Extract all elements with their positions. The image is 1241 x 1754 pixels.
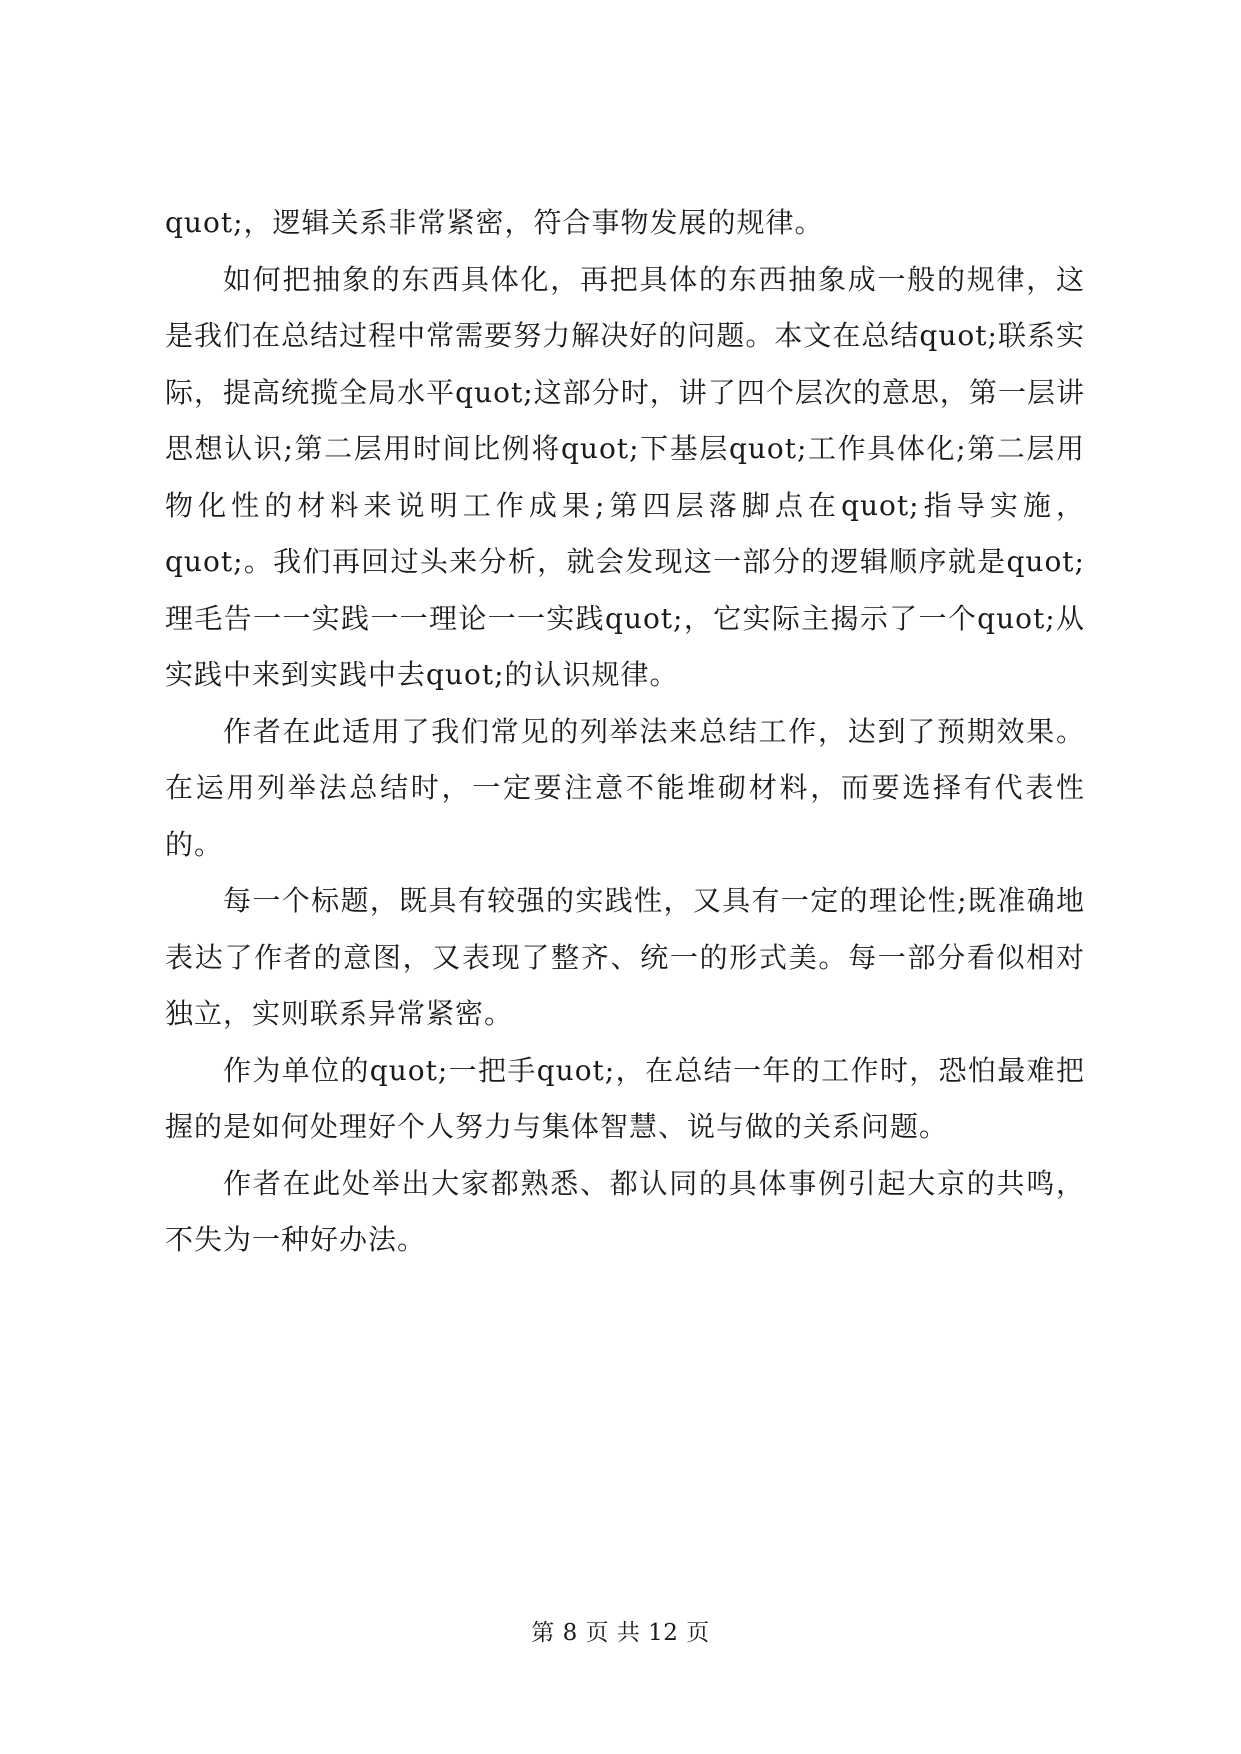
paragraph-examples: 作者在此处举出大家都熟悉、都认同的具体事例引起大京的共鸣，不失为一种好办法。 [165,1166,1085,1256]
document-body [165,195,1085,1269]
paragraph-enumeration: 作者在此适用了我们常见的列举法来总结工作，达到了预期效果。在运用列举法总结时，一定要注意不能堆砌材料，而要选择有代表性的。 [165,714,1085,861]
paragraph-abstraction: 如何把抽象的东西具体化，再把具体的东西抽象成一般的规律，这是我们在总结过程中常需要努力解决好的问题。本文在总结quot;联系实际，提高统揽全局水平quot;这部分时，讲了四个层次的意思，第一层讲思想认识;第二层用时间比例将quot;下基层quot;工作具体化;第二层用物化性的材料来说明工作成果;第四层落脚点在quot;指导实施，quot;。我们再回过头来分析，就会发现这一部分的逻辑顺序就是quot;理毛告一一实践一一理论一一实践quot;，它实际主揭示了一个quot;从实践中来到实践中去quot;的认识规律。 [165,262,1085,691]
page-number-footer: 第 8 页 共 12 页 [531,1620,710,1646]
paragraph-headings: 每一个标题，既具有较强的实践性，又具有一定的理论性;既准确地表达了作者的意图，又表现了整齐、统一的形式美。每一部分看似相对独立，实则联系异常紧密。 [165,884,1085,1030]
paragraph-continuation: quot;，逻辑关系非常紧密，符合事物发展的规律。 [165,206,824,239]
paragraph-leadership: 作为单位的quot;一把手quot;，在总结一年的工作时，恐怕最难把握的是如何处理好个人努力与集体智慧、说与做的关系问题。 [165,1053,1085,1143]
